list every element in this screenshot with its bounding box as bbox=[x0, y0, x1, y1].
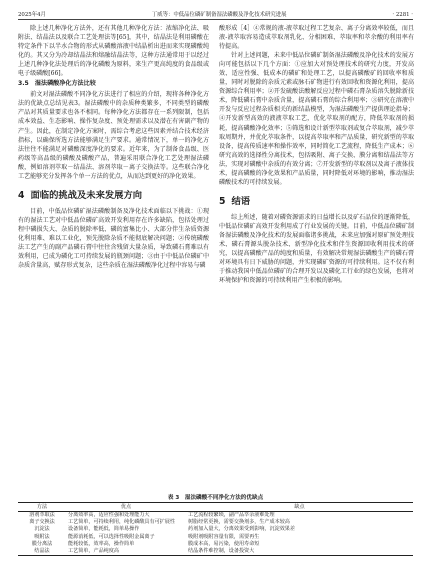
table-cell-disadvantages: 工艺流程较繁琐，副产品萃余液难处理 bbox=[188, 512, 275, 519]
section-5-number: 5 bbox=[219, 195, 226, 207]
table-cell-disadvantages: 结晶条件难控制，设备投资大 bbox=[186, 548, 413, 556]
table-caption: 表 3 湿法磷酸不同净化方法的优缺点 bbox=[167, 495, 264, 501]
paragraph-future-directions: 针对上述问题，未来中低品位磷矿制备湿法磷酸及净化技术的发展方向可能包括以下几个方面：①应加大对预处理技术的研究力度，开发高效、适应性强、低成本的磷矿和处理工艺，以提高磷酸矿的回收率和质量，同时对脱除的杂质元素或脉石矿物进行有效回收和资源化利用，提高资源综合利用率；②开发硫酸法酸解反应过程中磷石膏杂质溶失脱除新技术，降低磷石膏中杂质含量，提高磷石膏的综合利用率；③研究在溶液中开发与反应过程杂质相关的新结晶模型，为湿法磷酸生产提供理论指导；④开发新型高效的液液萃取工艺，优化萃取剂的配方，降低萃取剂的损耗，提高磷酸净化效率；⑤筛选和设计新型萃取剂或复合萃取剂，减少萃取周期并，并优化萃取条件，以提高萃取率和产品质量，研究新型的萃取设备，提高传质速率和操作效率，同时简化工艺流程，降低生产成本；⑥研究高效的选择性分离技术，包括吸附、离子交换、膜分离和结晶法等方法，实现对磷酸中杂质的有效分离；⑦开发新型的萃取剂以及离子液体技术，提高磷酸的净化效果和产品质量，同时降低对环境的影响，推动湿法磷酸技术的可持续发展。 bbox=[219, 52, 414, 186]
table-row bbox=[18, 526, 413, 533]
table-cell-advantages: 分离效率高，适应性强和处理能力大 bbox=[68, 512, 150, 519]
table-cell-advantages: 工艺简单，产品纯度高 bbox=[66, 548, 186, 556]
left-column bbox=[18, 24, 209, 270]
table-cell-disadvantages: 吸附剂吸附容量有限，需要再生 bbox=[188, 533, 260, 540]
table-cell-method: 吸附法 bbox=[34, 533, 50, 540]
header-title: 丁威等：中低品位磷矿制备湿法磷酸及净化技术研究进展 bbox=[151, 12, 287, 18]
table-row bbox=[18, 541, 413, 548]
table-cell-disadvantages: 药剂加入量大，分离效果受到影响，沉淀效果差 bbox=[188, 526, 295, 533]
section-4-number: 4 bbox=[18, 189, 25, 201]
section-5-heading bbox=[219, 196, 414, 207]
paragraph-conclusion: 综上所述，随着对磷资源需求的日益增长以及矿石品位的逐渐降低，中低品位磷矿高效开发利用成了行业发展的关键。目前，中低品位磷矿制备湿法磷酸及净化技术的发展面临诸多挑战，未来应加强对原矿预处理技术、磷石膏源头脱杂技术、新型净化技术和伴生资源回收利用技术的研究，以提高磷酸产品的纯度和质量，有效解决常规湿法磷酸生产的磷石膏对环境具有日下威胁的问题，并实现磷矿资源的可持续利用。这不仅有利于推动我国中低品位磷矿的合理开发以及磷化工行业的绿色发展，也将对环境保护和资源的可持续利用产生积极的影响。 bbox=[219, 213, 414, 285]
table-cell-method: 膜分离法 bbox=[31, 540, 53, 547]
right-column bbox=[219, 24, 414, 285]
header-date: 2025年4月 bbox=[18, 12, 46, 18]
paragraph-challenges: 目前，中低品位磷矿湿法磷酸制备及净化技术面临以下挑战：①现有的湿法工艺对中低品位磷矿高效开发利用存在许多缺陷，包括处理过程中磷损失大、杂质的脱除率低、磷的富集比小、大部分伴生杂质资源化利用难、难以工业化，预先脱除杂质不能彻底解决问题；②传统磷酸法工艺产生的副产品磷石膏中往往含残留大量杂质，导致磷石膏难以有效利用，已成为磷化工可持续发展的瓶颈问题；③由于中低品位磷矿中杂质含量高，赋存形式复杂，这些杂质在湿法磷酸净化过程中容易与磷 bbox=[18, 207, 209, 270]
header-page-number: · 2281 · bbox=[392, 12, 413, 18]
paragraph-comparison: 前文对湿法磷酸不同净化方法进行了相应的介绍，现将各种净化方法的优缺点总结见表3。湿法磷酸中的杂质种类繁多，不同类型的磷酸产品对其质量要求也各不相同。每种净化方法都存在一系列限制，包括成本效益、生态影响、操作复杂度、预处理需求以及潜在有害副产物的产生。因此，在制定净化方案时，需综合考虑这些因素并结合技术经济指标，以确保所选方法能够满足生产要求。通常情况下，单一的净化方法往往不能满足对磷酸深度净化的要求。近年来，为了制备食品级、医药级等高品级的磷酸及磷酸产品，普遍采用联合净化工艺处理湿法磷酸，例如溶剂萃取－结晶法、溶剂萃取－离子交换法等。这些联合净化工艺能够充分发挥各个单一方法的优点，从而达到更好的净化效果。 bbox=[18, 91, 209, 180]
table-cell-disadvantages: 膜成本高，易污染，使用寿命短 bbox=[188, 540, 260, 547]
table-row bbox=[18, 548, 413, 556]
table-header-method: 方法 bbox=[18, 503, 66, 512]
running-header bbox=[18, 8, 413, 20]
table-cell-advantages: 能耗较低，效率高，操作简单 bbox=[68, 540, 135, 547]
table-cell-method: 沉淀法 bbox=[34, 526, 50, 533]
paragraph-other-methods: 除上述几种净化方法外，还有其他几种净化方法：浓缩净化法、吸附法、结晶法以及联合工艺处理法等[65]，其中，结晶法是利用磷酸在特定条件下以半水合物的形式从磷酸溶液中结晶析出进而来实现磷酸纯化的。其又分为冷却结晶法和熔融结晶法等，这种方法通常用于以经过上述几种净化法处理后的净化磷酸为原料，来生产更高纯度的食品级或电子级磷酸[66]。 bbox=[18, 25, 209, 78]
subsection-3-5-heading: 3.5 湿法磷酸净化方法比较 bbox=[18, 80, 96, 88]
table-header-advantages: 优点 bbox=[66, 503, 186, 512]
table-cell-method: 离子交换法 bbox=[29, 519, 55, 526]
table-cell-advantages: 能源消耗低，可以选择性吸附金属离子 bbox=[68, 533, 155, 540]
table-cell-advantages: 设备简单，能耗低，简单易操作 bbox=[68, 526, 140, 533]
table-header-row bbox=[18, 503, 413, 512]
table-header-disadvantages: 缺点 bbox=[186, 503, 413, 512]
table-cell-method: 结晶法 bbox=[18, 548, 66, 556]
table-cell-advantages: 工艺简单，可持续利用，纯化磷酸具有可扩展性 bbox=[68, 519, 175, 526]
table-row bbox=[18, 534, 413, 541]
section-5-title: 结语 bbox=[231, 195, 251, 207]
comparison-table bbox=[18, 502, 413, 556]
table-cell-method: 溶剂萃取法 bbox=[29, 512, 55, 519]
paragraph-challenges-continued: 酸形成［4］④常规的液-液萃取过程工艺复杂、离子分离效率较低，而且液-液萃取容易造成萃取剂乳化、分相困难、萃取率和萃余酸的利用率有待提高。 bbox=[219, 25, 414, 51]
section-4-heading bbox=[18, 190, 209, 201]
section-4-title: 面临的挑战及未来发展方向 bbox=[30, 189, 143, 201]
table-cell-disadvantages: 树脂经常更换，需要交换剂多，生产成本较高 bbox=[188, 519, 290, 526]
